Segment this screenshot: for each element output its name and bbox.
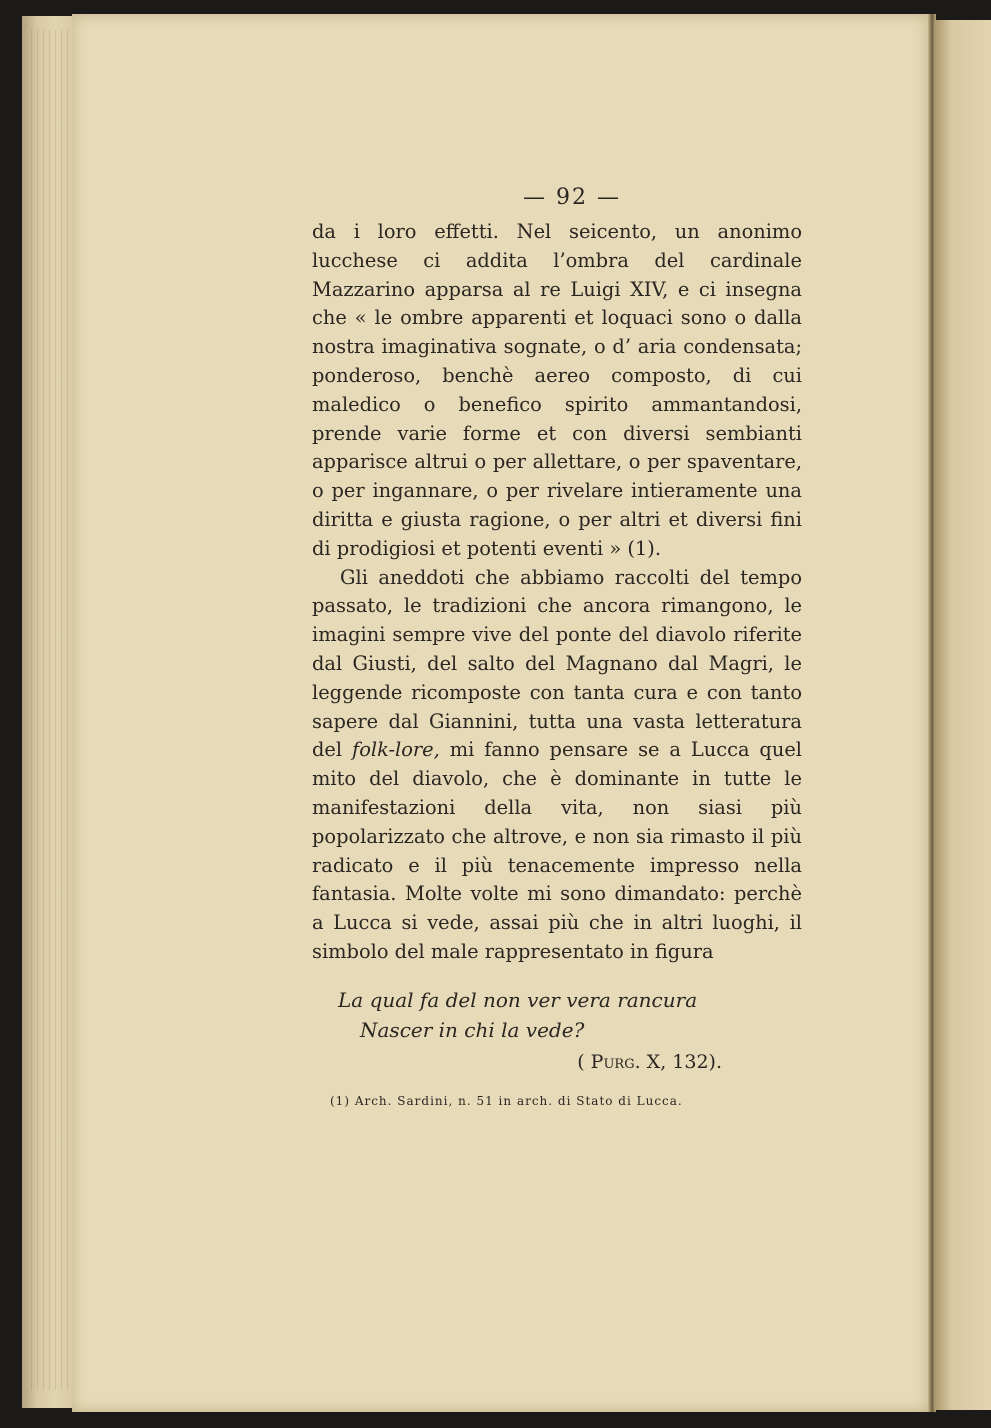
italic-term: folk-lore, bbox=[352, 738, 440, 762]
verse-citation bbox=[312, 1047, 722, 1077]
facing-page-edge bbox=[934, 20, 991, 1410]
paragraph-2-end: mi fanno pensare se a Lucca quel mito del diavolo, che è dominante in tutte le manifestazioni della vita, non siasi più popolarizzato che altrove, e non sia rimasto il più radicato e il più tenacemente impresso nella fantasia. Molte volte mi sono dimandato: perchè a Lucca si vede, assai più che in altri luoghi, il simbolo del male rappresentato in figura bbox=[312, 738, 803, 963]
paragraph-1: da i loro effetti. Nel seicento, un anonimo lucchese ci addita l’ombra del cardinale Mazzarino apparsa al re Luigi XIV, e ci insegna che « le ombre apparenti et loquaci sono o dalla nostra imaginativa sognate, o d’ aria condensata; ponderoso, benchè aereo composto, di cui maledico o benefico spirito ammantandosi, prende varie forme et con diversi sembianti apparisce altrui o per allettare, o per spaventare, o per ingannare, o per rivelare intieramente una diritta e giusta ragione, o per altri et diversi fini di prodigiosi et potenti eventi » (1). bbox=[312, 220, 802, 560]
citation-work: Purg. bbox=[590, 1050, 641, 1073]
verse-quote bbox=[338, 985, 802, 1045]
paragraph-2-start: Gli aneddoti che abbiamo raccolti del tempo passato, le tradizioni che ancora rimangono, le imagini sempre vive del ponte del diavolo riferite dal Giusti, del salto del Magnano dal Magri, le leggende ricomposte con tanta cura e con tanto sapere dal Giannini, tutta una vasta letteratura del bbox=[312, 565, 802, 762]
page-stack-lines bbox=[26, 30, 76, 1390]
citation-open: ( bbox=[577, 1050, 591, 1073]
body-text bbox=[312, 218, 802, 967]
verse-line-2: Nascer in chi la vede? bbox=[360, 1017, 585, 1042]
verse-line-1: La qual fa del non ver vera rancura bbox=[338, 987, 698, 1012]
text-block bbox=[312, 180, 802, 1111]
page-number: — 92 — bbox=[523, 185, 621, 210]
paragraph-2 bbox=[312, 564, 802, 967]
footnote: (1) Arch. Sardini, n. 51 in arch. di Stato di Lucca. bbox=[330, 1093, 683, 1108]
citation-rest: X, 132). bbox=[640, 1050, 722, 1073]
